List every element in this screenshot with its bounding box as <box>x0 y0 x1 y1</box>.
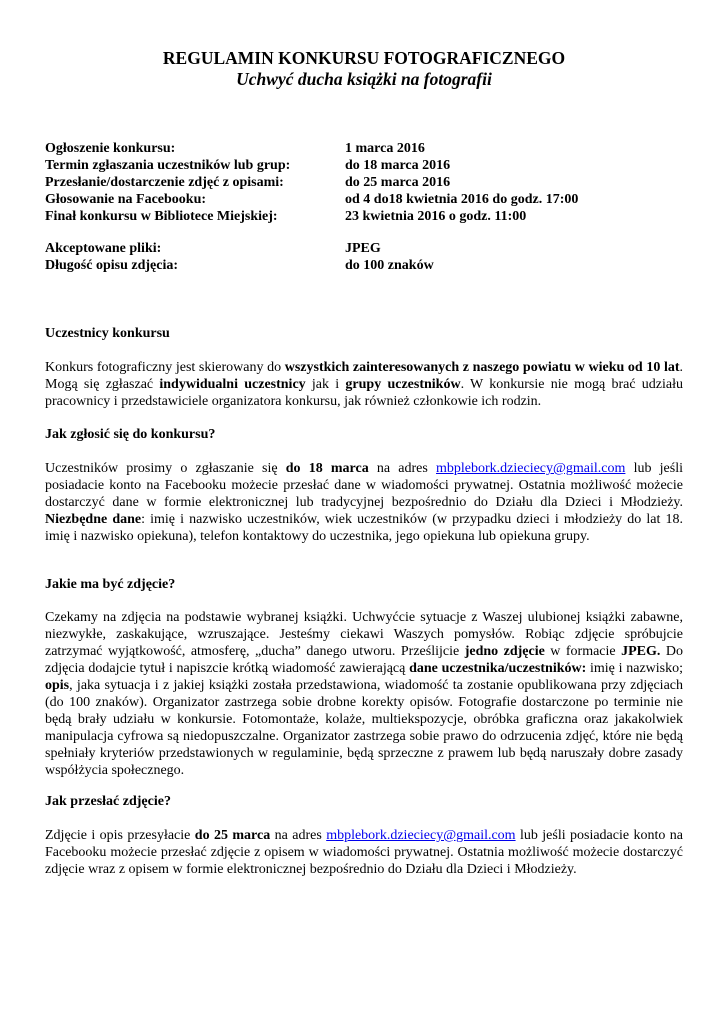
text-run: imię i nazwisko; <box>586 661 683 676</box>
file-label: Akceptowane pliki: <box>45 241 162 256</box>
bold-run: jedno zdjęcie <box>464 644 545 659</box>
how-to-join-paragraph <box>45 460 683 545</box>
schedule-value: do 18 marca 2016 <box>345 158 451 173</box>
email-link[interactable]: mbplebork.dzieciecy@gmail.com <box>326 828 516 843</box>
text-run: Uczestników prosimy o zgłaszanie się <box>45 461 286 476</box>
bold-run: do 18 marca <box>285 461 369 476</box>
text-run: Do zdjęcia dodajcie tytuł i napiszcie krótką wiadomość zawierającą <box>45 644 683 676</box>
schedule-value: od 4 do18 kwietnia 2016 do godz. 17:00 <box>345 192 579 207</box>
schedule-value: 23 kwietnia 2016 o godz. 11:00 <box>345 209 527 224</box>
schedule-label: Przesłanie/dostarczenie zdjęć z opisami: <box>45 175 284 190</box>
photo-paragraph <box>45 609 683 779</box>
bold-run: Niezbędne dane <box>45 512 142 527</box>
text-run: : imię i nazwisko uczestników, wiek uczestników (w przypadku dzieci i młodzieży do lat 18. imię i nazwisko opiekuna), telefon kontaktowy do uczestnika, jego opiekuna lub opiekuna grupy. <box>45 512 684 544</box>
text-run: Konkurs fotograficzny jest skierowany do <box>45 360 285 375</box>
schedule-table <box>45 140 683 225</box>
section-heading: Jakie ma być zdjęcie? <box>45 577 176 592</box>
schedule-label: Finał konkursu w Bibliotece Miejskiej: <box>45 209 278 224</box>
section-participants <box>45 325 683 342</box>
file-value: JPEG <box>345 241 381 256</box>
text-run: na adres <box>368 461 437 476</box>
email-link[interactable]: mbplebork.dzieciecy@gmail.com <box>436 461 626 476</box>
bold-run: indywidualni uczestnicy <box>159 377 306 392</box>
schedule-value: 1 marca 2016 <box>345 141 425 156</box>
text-run: w formacie <box>544 644 622 659</box>
section-photo <box>45 576 683 593</box>
file-label: Długość opisu zdjęcia: <box>45 258 178 273</box>
text-run: na adres <box>270 828 327 843</box>
text-run: Zdjęcie i opis przesyłacie <box>45 828 195 843</box>
text-run: . Mogą się zgłaszać <box>45 360 683 392</box>
bold-run: grupy uczestników <box>345 377 461 392</box>
file-row <box>45 240 683 257</box>
section-heading: Uczestnicy konkursu <box>45 326 170 341</box>
bold-run: dane uczestnika/uczestników: <box>409 661 587 676</box>
section-how-to-send <box>45 793 683 810</box>
text-run: . W konkursie nie mogą brać udziału pracownicy i przedstawiciele organizatora konkursu, jak również członkowie ich rodzin. <box>45 377 683 409</box>
schedule-row <box>45 191 683 208</box>
participants-paragraph <box>45 359 683 410</box>
how-to-send-paragraph <box>45 827 683 878</box>
text-run: lub jeśli posiadacie konto na Facebooku możecie przesłać zdjęcie z opisem w wiadomości prywatnej. Ostatnia możliwość możecie dostarczyć zdjęcie wraz z opisem w formie elektronicznej bezpośrednio do Działu dla Dzieci i Młodzieży. <box>45 828 683 877</box>
document-title: REGULAMIN KONKURSU FOTOGRAFICZNEGO <box>162 48 566 68</box>
schedule-row <box>45 140 683 157</box>
text-run: lub jeśli posiadacie konto na Facebooku możecie przesłać dane w wiadomości prywatnej. Ostatnia możliwość możecie dostarczyć dane w formie elektronicznej lub tradycyjnej bezpośrednio do Działu dla Dzieci i Młodzieży. <box>45 461 683 510</box>
schedule-label: Termin zgłaszania uczestników lub grup: <box>45 158 291 173</box>
schedule-value: do 25 marca 2016 <box>345 175 451 190</box>
file-value: do 100 znaków <box>345 258 434 273</box>
schedule-row <box>45 174 683 191</box>
bold-run: JPEG. <box>621 644 661 659</box>
section-heading: Jak przesłać zdjęcie? <box>45 794 171 809</box>
schedule-row <box>45 157 683 174</box>
text-run: , jaka sytuacja i z jakiej książki została przedstawiona, wiadomość ta zostanie opublikowana przy zdjęciach (do 100 znaków). Organizator zastrzega sobie drobne korekty opisów. Fotografie dostarczone po terminie nie będą brały udziału w konkursie. Fotomontaże, kolaże, multiekspozycje, obróbka graficzna oraz jakakolwiek manipulacja cyfrowa są niedopuszczalne. Organizator zastrzega sobie prawo do odrzucenia zdjęć, które nie będą spełniały kryteriów przedstawionych w regulaminie, będą sprzeczne z prawem lub będą naruszały dobre zasady współżycia społecznego. <box>45 678 683 778</box>
file-row <box>45 257 683 274</box>
file-requirements <box>45 240 683 274</box>
bold-run: do 25 marca <box>194 828 271 843</box>
text-run: Czekamy na zdjęcia na podstawie wybranej książki. Uchwyćcie sytuacje z Waszej ulubionej książki zabawne, niezwykłe, zaskakujące, wzruszające. Jesteśmy ciekawi Waszych pomysłów. Robiąc zdjęcie spróbujcie zatrzymać wyjątkowość, atmosferę, „ducha” danego utworu. Prześlijcie <box>45 610 683 659</box>
schedule-label: Głosowanie na Facebooku: <box>45 192 207 207</box>
bold-run: wszystkich zainteresowanych z naszego powiatu w wieku od 10 lat <box>284 360 680 375</box>
schedule-row <box>45 208 683 225</box>
text-run: jak i <box>305 377 346 392</box>
document-subtitle: Uchwyć ducha książki na fotografii <box>236 69 492 89</box>
section-how-to-join <box>45 426 683 443</box>
schedule-label: Ogłoszenie konkursu: <box>45 141 176 156</box>
bold-run: opis <box>45 678 70 693</box>
section-heading: Jak zgłosić się do konkursu? <box>45 427 216 442</box>
